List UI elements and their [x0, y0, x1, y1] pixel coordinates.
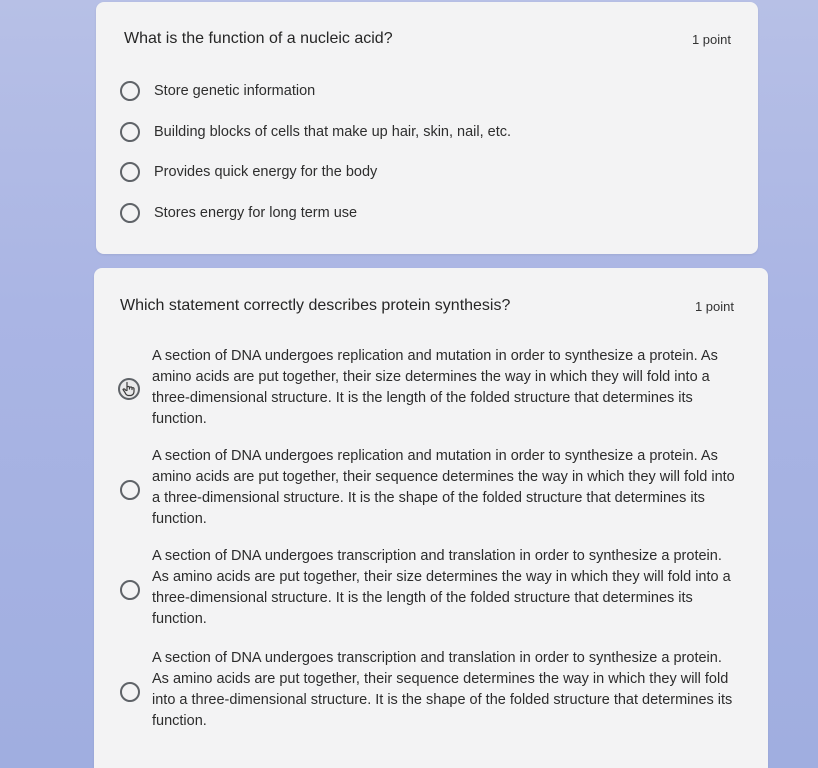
- option-label: Stores energy for long term use: [154, 205, 358, 221]
- option-label: Building blocks of cells that make up hair, skin, nail, etc.: [154, 124, 512, 140]
- radio-button[interactable]: [120, 81, 140, 101]
- radio-button[interactable]: [120, 682, 140, 702]
- option-3[interactable]: [120, 162, 377, 182]
- option-3[interactable]: [114, 546, 734, 634]
- radio-button[interactable]: [120, 203, 140, 223]
- question-card-1: [96, 2, 758, 254]
- points-label: 1 point: [694, 299, 734, 314]
- question-title: What is the function of a nucleic acid?: [124, 30, 393, 47]
- option-4[interactable]: [120, 203, 357, 223]
- option-2[interactable]: [114, 446, 734, 534]
- option-text: A section of DNA undergoes replication and mutation in order to synthesize a protein. As amino acids are put together, their size determines the way in which they will fold into a three-dimensional structure. It is the length of the folded structure that determines its function.: [152, 348, 718, 427]
- radio-button[interactable]: [120, 162, 140, 182]
- option-1[interactable]: [114, 346, 734, 434]
- option-label: Store genetic information: [154, 83, 316, 99]
- radio-button[interactable]: [120, 580, 140, 600]
- radio-button[interactable]: [118, 378, 140, 400]
- option-text: A section of DNA undergoes replication and mutation in order to synthesize a protein. As amino acids are put together, their sequence determines the way in which they will fold into a three-dimensional structure. It is the shape of the folded structure that determines its function.: [152, 448, 735, 527]
- hand-pointer-icon: [122, 381, 136, 397]
- option-text: A section of DNA undergoes transcription and translation in order to synthesize a protein. As amino acids are put together, their sequence determines the way in which they will fold into a three-dimensional structure. It is the shape of the folded structure that determines its function.: [152, 650, 733, 729]
- option-text: A section of DNA undergoes transcription and translation in order to synthesize a protein. As amino acids are put together, their size determines the way in which they will fold into a three-dimensional structure. It is the length of the folded structure that determines its function.: [152, 548, 731, 627]
- option-label: Provides quick energy for the body: [154, 164, 378, 180]
- points-label: 1 point: [691, 32, 731, 47]
- question-card-2: [94, 268, 768, 768]
- radio-button[interactable]: [120, 122, 140, 142]
- radio-button[interactable]: [120, 480, 140, 500]
- option-2[interactable]: [120, 122, 511, 142]
- option-4[interactable]: [114, 648, 734, 736]
- option-1[interactable]: [120, 81, 315, 101]
- question-title: Which statement correctly describes protein synthesis?: [120, 297, 511, 314]
